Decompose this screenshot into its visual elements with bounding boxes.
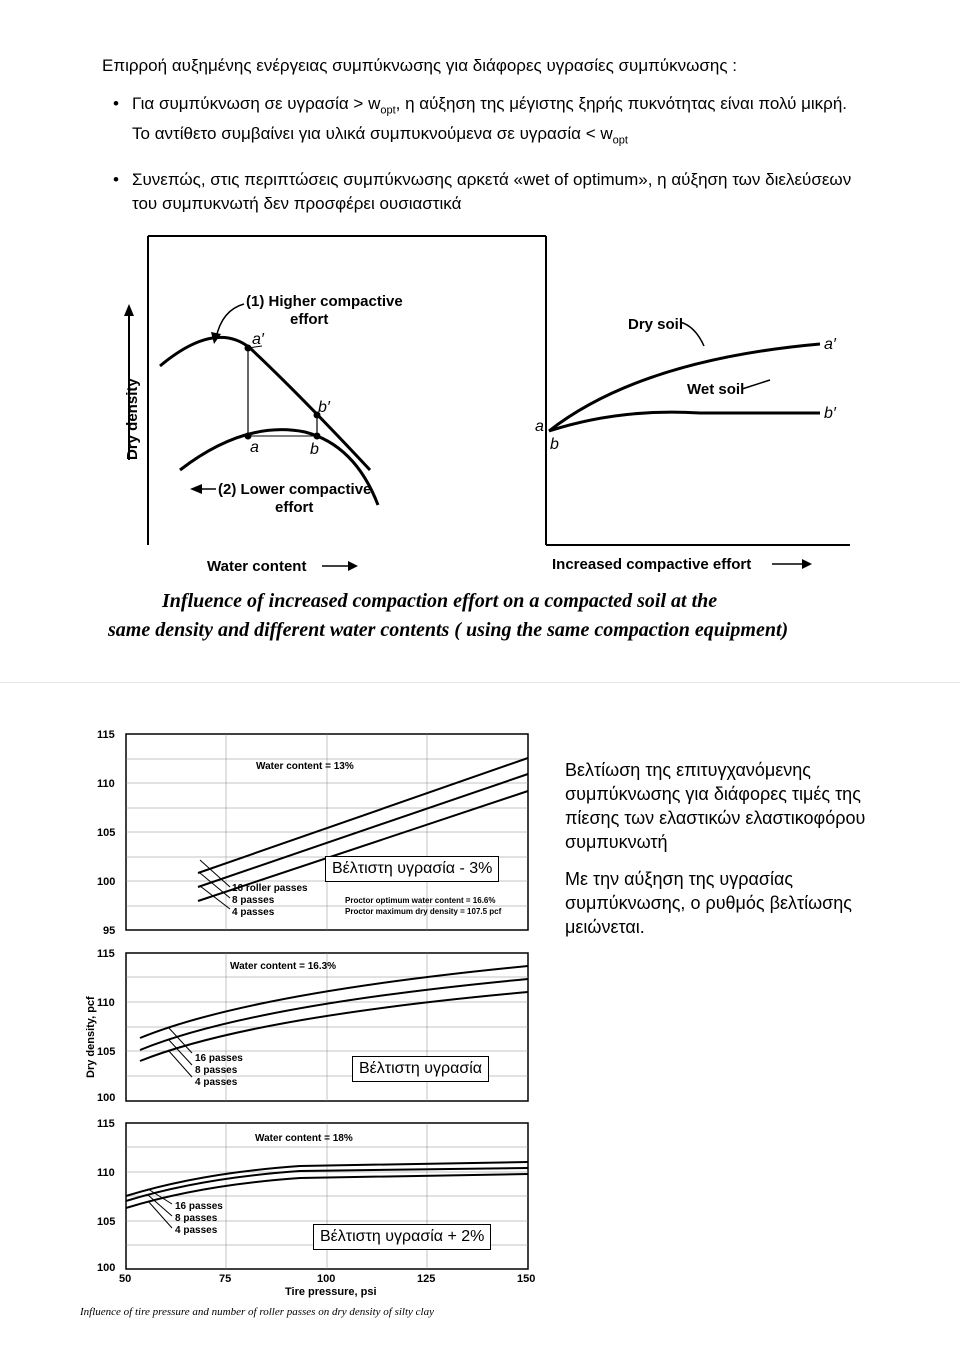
xtick-75: 75 <box>219 1273 232 1285</box>
xtick-150: 150 <box>517 1273 536 1285</box>
p2-water-content: Water content = 16.3% <box>230 961 337 972</box>
wet-soil-curve <box>549 412 820 431</box>
label-right-b-prime: b′ <box>824 405 836 422</box>
p3-ytick-110: 110 <box>97 1167 115 1179</box>
label-b: b <box>310 441 319 458</box>
higher-effort-curve <box>160 337 370 470</box>
label-lower-effort-2: effort <box>275 499 314 516</box>
p2-pass-16: 16 passes <box>195 1053 243 1064</box>
p3-pass-16: 16 passes <box>175 1201 223 1212</box>
label-right-a: a <box>535 418 544 435</box>
xlabel-increased-effort: Increased compactive effort <box>552 556 752 573</box>
p1-pass-8: 8 passes <box>232 895 275 906</box>
lower-effort-pointer-head <box>190 484 202 494</box>
label-b-prime: b′ <box>318 399 330 416</box>
ylabel-dry-density-pcf: Dry density, pcf <box>85 996 97 1078</box>
optimum-plus-2-box: Βέλτιστη υγρασία + 2% <box>313 1224 491 1250</box>
p3-ytick-115: 115 <box>97 1118 115 1130</box>
label-right-b: b <box>550 436 559 453</box>
slide-1 <box>0 0 960 683</box>
optimum-minus-3-box: Βέλτιστη υγρασία - 3% <box>325 856 499 882</box>
p1-pass-16: 16 roller passes <box>232 883 308 894</box>
optimum-box: Βέλτιστη υγρασία <box>352 1056 489 1082</box>
wet-soil-pointer <box>742 380 770 389</box>
p1-note-2: Proctor maximum dry density = 107.5 pcf <box>345 907 502 916</box>
water-arrowhead <box>348 561 358 571</box>
higher-effort-pointer <box>216 304 244 338</box>
point-b <box>314 433 321 440</box>
bullet-1-sub-2: opt <box>612 134 628 147</box>
dry-soil-pointer <box>680 322 704 346</box>
point-a-prime <box>245 345 252 352</box>
y-axis-arrowhead <box>124 304 134 316</box>
bullet-2-text: Συνεπώς, στις περιπτώσεις συμπύκνωσης αρκετά «wet of optimum», η αύξηση των διελεύσεων του συμπυκνωτή δεν προσφέρει ουσιαστικά <box>132 170 852 213</box>
p1-ytick-110: 110 <box>97 778 115 790</box>
label-a-prime: a′ <box>252 331 264 348</box>
xtick-125: 125 <box>417 1273 436 1285</box>
bullet-1-part-a: Για συμπύκνωση σε υγρασία > w <box>132 94 381 113</box>
p1-ytick-115: 115 <box>97 729 115 741</box>
label-a: a <box>250 439 259 456</box>
label-higher-effort-1: (1) Higher compactive <box>246 293 403 310</box>
p2-ytick-105: 105 <box>97 1046 116 1058</box>
p1-ytick-100: 100 <box>97 876 116 888</box>
xlabel-tire-pressure: Tire pressure, psi <box>285 1286 377 1298</box>
effort-arrowhead <box>802 559 812 569</box>
caption-line-1: Influence of increased compaction effort on a compacted soil at the <box>162 590 718 612</box>
p1-note-1: Proctor optimum water content = 16.6% <box>345 896 496 905</box>
p3-ytick-105: 105 <box>97 1216 116 1228</box>
slide-2 <box>0 683 960 1367</box>
p3-pass-8: 8 passes <box>175 1213 218 1224</box>
label-wet-soil: Wet soil <box>687 381 745 398</box>
p3-ytick-100: 100 <box>97 1262 116 1274</box>
p1-water-content: Water content = 13% <box>256 761 354 772</box>
label-right-a-prime: a′ <box>824 336 836 353</box>
bullet-dot: • <box>113 170 119 189</box>
p2-pass-4: 4 passes <box>195 1077 238 1088</box>
tire-pressure-chart <box>0 683 560 1367</box>
xtick-100: 100 <box>317 1273 336 1285</box>
bullet-dot: • <box>113 94 119 113</box>
dry-soil-curve <box>549 344 820 431</box>
xlabel-water-content: Water content <box>207 558 307 575</box>
p1-ytick-105: 105 <box>97 827 116 839</box>
label-higher-effort-2: effort <box>290 311 329 328</box>
p2-pass-8: 8 passes <box>195 1065 238 1076</box>
p3-pass-4: 4 passes <box>175 1225 218 1236</box>
label-lower-effort-1: (2) Lower compactive <box>218 481 372 498</box>
p3-water-content: Water content = 18% <box>255 1133 353 1144</box>
p1-pass-4: 4 passes <box>232 907 275 918</box>
p2-ytick-100: 100 <box>97 1092 116 1104</box>
p2-ytick-115: 115 <box>97 948 115 960</box>
caption-line-2: same density and different water contents ( using the same compaction equipment) <box>108 619 789 641</box>
chart-caption: Influence of tire pressure and number of roller passes on dry density of silty clay <box>80 1306 434 1318</box>
ylabel-dry-density: Dry density <box>124 378 141 460</box>
panel-2-series <box>140 966 528 1061</box>
label-dry-soil: Dry soil <box>628 316 684 333</box>
slide-title: Επιρροή αυξημένης ενέργειας συμπύκνωσης για διάφορες υγρασίες συμπύκνωσης : <box>102 56 737 75</box>
bullet-1-sub-1: opt <box>380 104 396 117</box>
compaction-figure <box>0 0 960 682</box>
p2-ytick-110: 110 <box>97 997 115 1009</box>
xtick-50: 50 <box>119 1273 132 1285</box>
p1-ytick-95: 95 <box>103 925 116 937</box>
right-text-2: Με την αύξηση της υγρασίας συμπύκνωσης, ο ρυθμός βελτίωσης μειώνεται. <box>565 869 852 937</box>
bullet-1-part-b: , η αύξηση της μέγιστης ξηρής πυκνότητας είναι πολύ μικρή. Το αντίθετο συμβαίνει για υλικά συμπυκνούμενα σε υγρασία < w <box>132 94 848 144</box>
right-text-1: Βελτίωση της επιτυγχανόμενης συμπύκνωσης για διάφορες τιμές της πίεσης των ελαστικών ελαστικοφόρου συμπυκνωτή <box>565 760 866 852</box>
